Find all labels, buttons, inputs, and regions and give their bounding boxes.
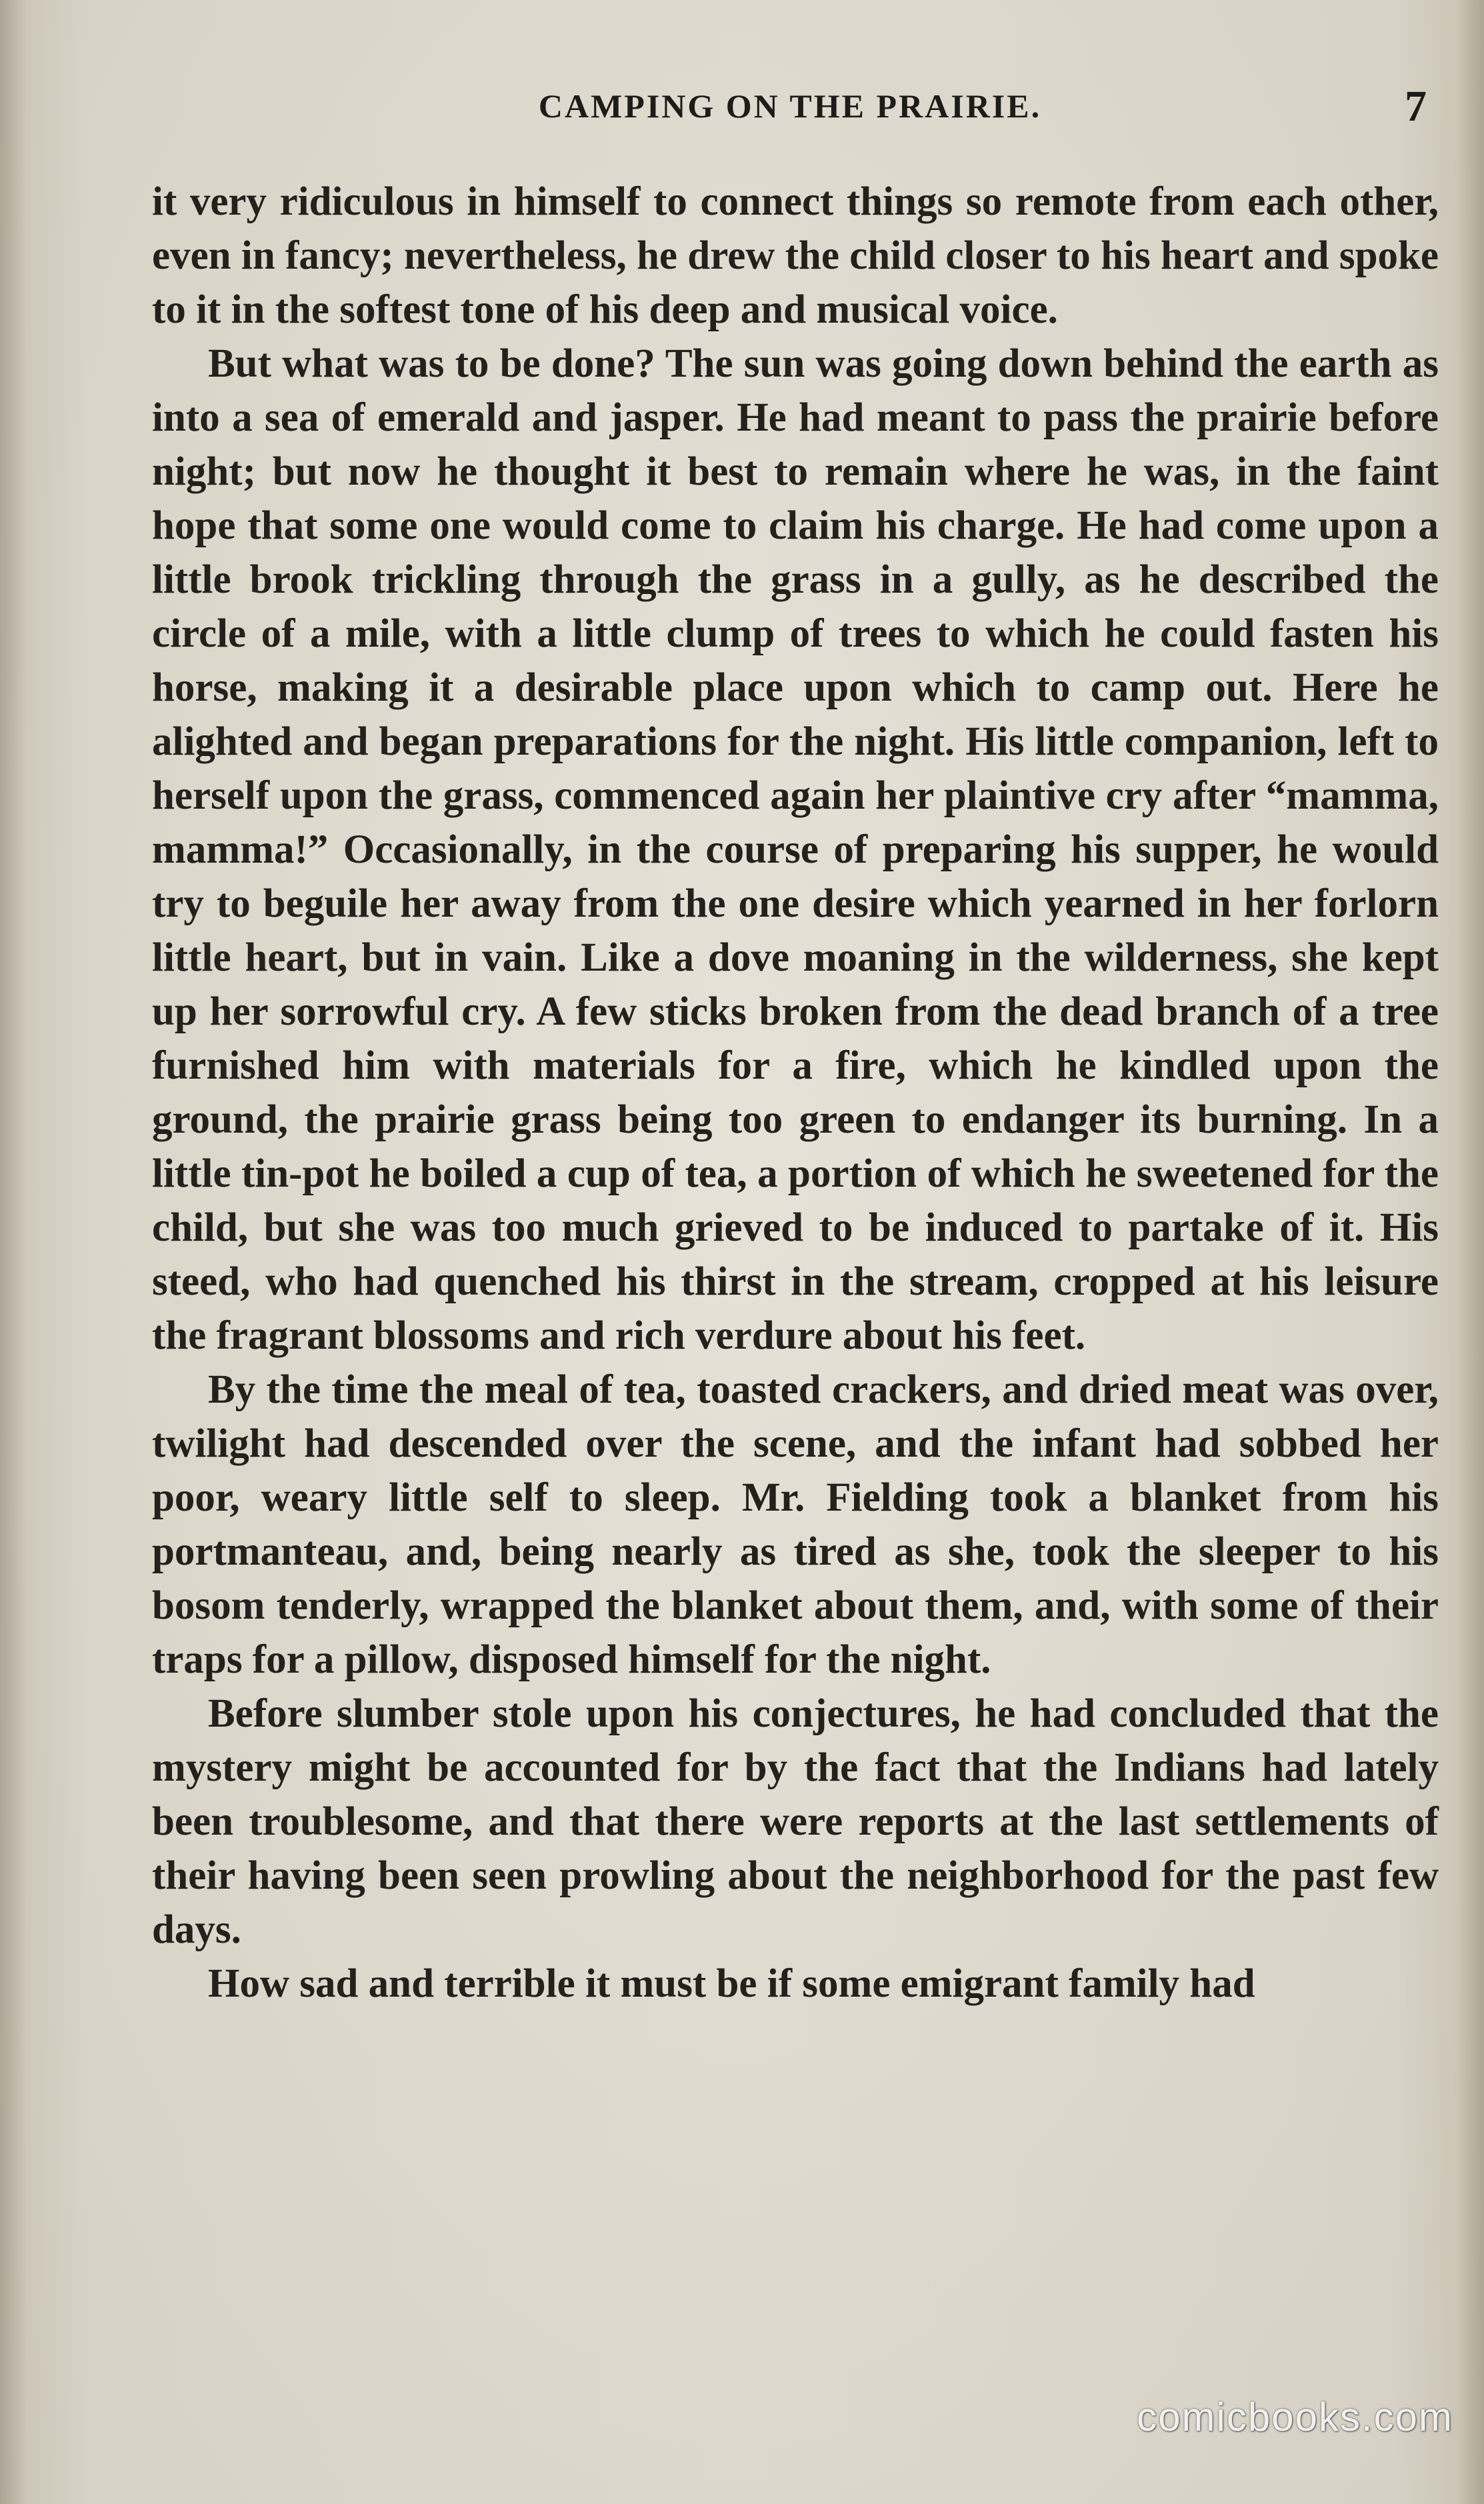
- body-text: [152, 175, 1439, 2011]
- page-shadow-right: [1457, 0, 1484, 2504]
- page-shadow-left: [0, 0, 27, 2504]
- watermark: comicbooks.com: [1137, 2395, 1453, 2439]
- page-number: 7: [1405, 82, 1427, 131]
- running-head: [153, 81, 1427, 135]
- paragraph: By the time the meal of tea, toasted crackers, and dried meat was over, twilight had descended over the scene, and the infant had sobbed her poor, weary little self to sleep. Mr. Fielding took a blanket from his portmanteau, and, being nearly as tired as she, took the sleeper to his bosom tenderly, wrapped the blanket about them, and, with some of their traps for a pillow, disposed himself for the night.: [152, 1367, 1439, 1682]
- paragraph-continuation: it very ridiculous in himself to connect things so remote from each other, even in fancy; nevertheless, he drew the child closer to his heart and spoke to it in the softest tone of his deep and musical voice.: [152, 179, 1439, 332]
- paragraph: But what was to be done? The sun was going down behind the earth as into a sea of emerald and jasper. He had meant to pass the prairie before night; but now he thought it best to remain where he was, in the faint hope that some one would come to claim his charge. He had come upon a little brook trickling through the grass in a gully, as he described the circle of a mile, with a little clump of trees to which he could fasten his horse, making it a desirable place upon which to camp out. Here he alighted and began preparations for the night. His little companion, left to herself upon the grass, commenced again her plaintive cry after “mamma, mamma!” Occasionally, in the course of preparing his supper, he would try to beguile her away from the one desire which yearned in her forlorn little heart, but in vain. Like a dove moaning in the wilderness, she kept up her sorrowful cry. A few sticks broken from the dead branch of a tree furnished him with materials for a fire, which he kindled upon the ground, the prairie grass being too green to endanger its burning. In a little tin-pot he boiled a cup of tea, a portion of which he sweetened for the child, but she was too much grieved to be induced to partake of it. His steed, who had quenched his thirst in the stream, cropped at his leisure the fragrant blossoms and rich verdure about his feet.: [152, 341, 1439, 1358]
- running-title: CAMPING ON THE PRAIRIE.: [538, 87, 1042, 125]
- paragraph: How sad and terrible it must be if some emigrant family had: [208, 1961, 1255, 2006]
- paragraph: Before slumber stole upon his conjectures, he had concluded that the mystery might be accounted for by the fact that the Indians had lately been troublesome, and that there were reports at the last settlements of their having been seen prowling about the neighborhood for the past few days.: [152, 1691, 1439, 1952]
